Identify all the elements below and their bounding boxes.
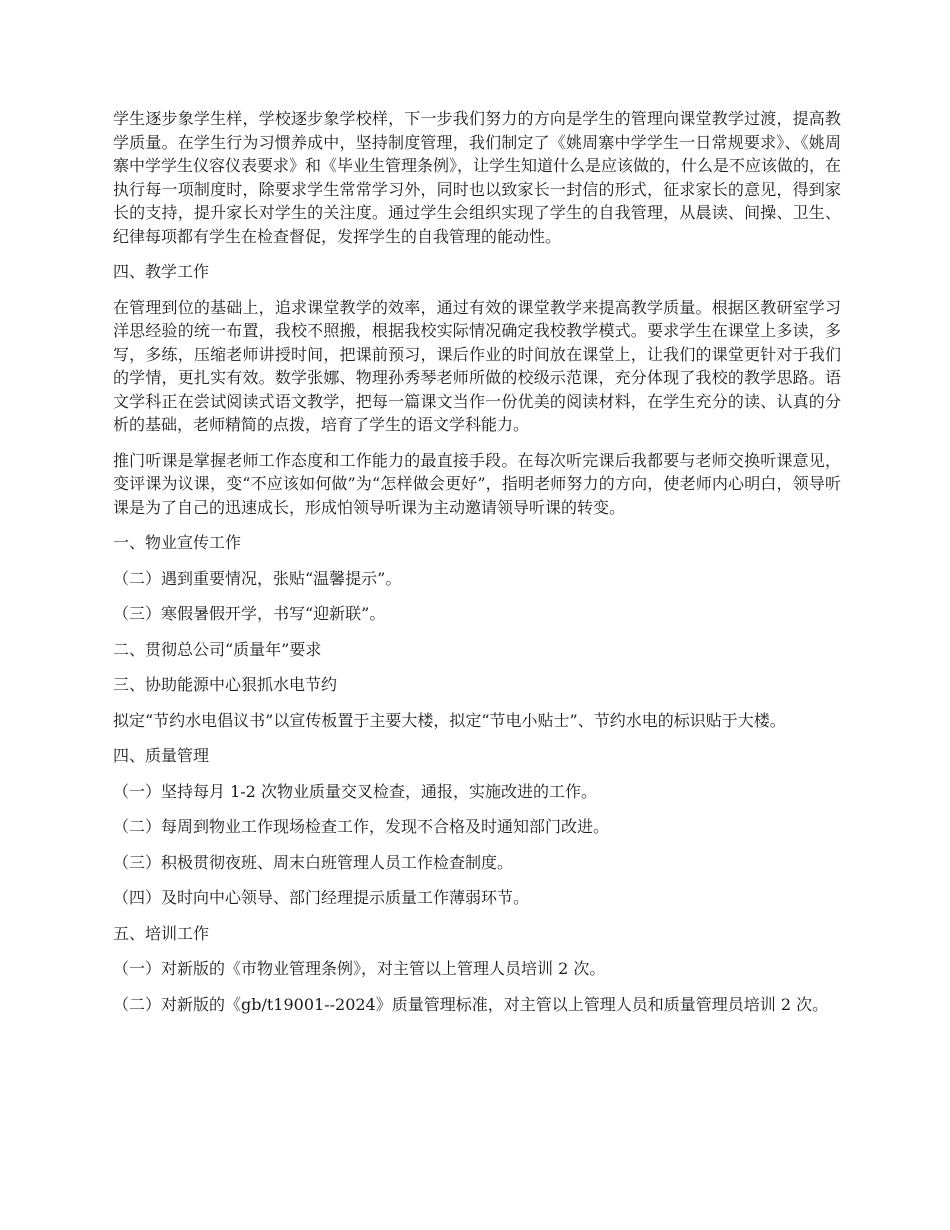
heading-property-publicity: 一、物业宣传工作 (113, 533, 242, 552)
item-regulation-training: （一）对新版的《市物业管理条例》，对主管以上管理人员培训 2 次。 (113, 959, 606, 978)
item-shift-inspection: （三）积极贯彻夜班、周末白班管理人员工作检查制度。 (113, 852, 514, 872)
heading-quality-year: 二、贯彻总公司“质量年”要求 (113, 639, 322, 659)
item-warm-reminder: （二）遇到重要情况，张贴“温馨提示”。 (113, 568, 402, 588)
item-monthly-inspection: （一）坚持每月 1-2 次物业质量交叉检查，通报，实施改进的工作。 (113, 781, 597, 801)
paragraph-lesson-observation: 推门听课是掌握老师工作态度和工作能力的最直接手段。在每次听完课后我都要与老师交换听课意见，变评课为议课，变“不应该如何做”为“怎样做会更好”，指明老师努力的方向，使老师内心明白，领导听课是为了自己的迅速成长，形成怕领导听课为主动邀请领导听课的转变。 (113, 450, 841, 517)
item-standard-training: （二）对新版的《gb/t19001--2024》质量管理标准，对主管以上管理人员和质量管理员培训 2 次。 (113, 994, 829, 1014)
heading-teaching-work: 四、教学工作 (113, 262, 210, 281)
paragraph-teaching-efficiency: 在管理到位的基础上，追求课堂教学的效率，通过有效的课堂教学来提高教学质量。根据区教研室学习洋思经验的统一布置，我校不照搬，根据我校实际情况确定我校教学模式。要求学生在课堂上多读，多写，多练，压缩老师讲授时间，把课前预习，课后作业的时间放在课堂上，让我们的课堂更针对于我们的学情，更扎实有效。数学张娜、物理孙秀琴老师所做的校级示范课，充分体现了我校的教学思路。语文学科正在尝试阅读式语文教学，把每一篇课文当作一份优美的阅读材料，在学生充分的读、认真的分析的基础，老师精简的点拨，培育了学生的语文学科能力。 (113, 297, 841, 434)
item-weekly-inspection: （二）每周到物业工作现场检查工作，发现不合格及时通知部门改进。 (113, 817, 610, 836)
document-page (113, 107, 841, 1028)
heading-energy-saving: 三、协助能源中心狠抓水电节约 (113, 675, 338, 694)
paragraph-saving-proposal: 拟定“节约水电倡议书”以宣传板置于主要大楼，拟定“节电小贴士”、节约水电的标识贴于大楼。 (113, 710, 786, 730)
item-weak-links: （四）及时向中心领导、部门经理提示质量工作薄弱环节。 (113, 888, 530, 907)
paragraph-student-management: 学生逐步象学生样，学校逐步象学校样，下一步我们努力的方向是学生的管理向课堂教学过渡，提高教学质量。在学生行为习惯养成中，坚持制度管理，我们制定了《姚周寨中学学生一日常规要求》、《姚周寨中学学生仪容仪表要求》和《毕业生管理条例》，让学生知道什么是应该做的，什么是不应该做的，在执行每一项制度时，除要求学生常常学习外，同时也以致家长一封信的形式，征求家长的意见，得到家长的支持，提升家长对学生的关注度。通过学生会组织实现了学生的自我管理，从晨读、间操、卫生、纪律每项都有学生在检查督促，发挥学生的自我管理的能动性。 (113, 109, 842, 246)
heading-quality-management: 四、质量管理 (113, 746, 210, 765)
heading-training-work: 五、培训工作 (113, 923, 210, 943)
item-welcome-couplet: （三）寒假暑假开学，书写“迎新联”。 (113, 604, 386, 623)
